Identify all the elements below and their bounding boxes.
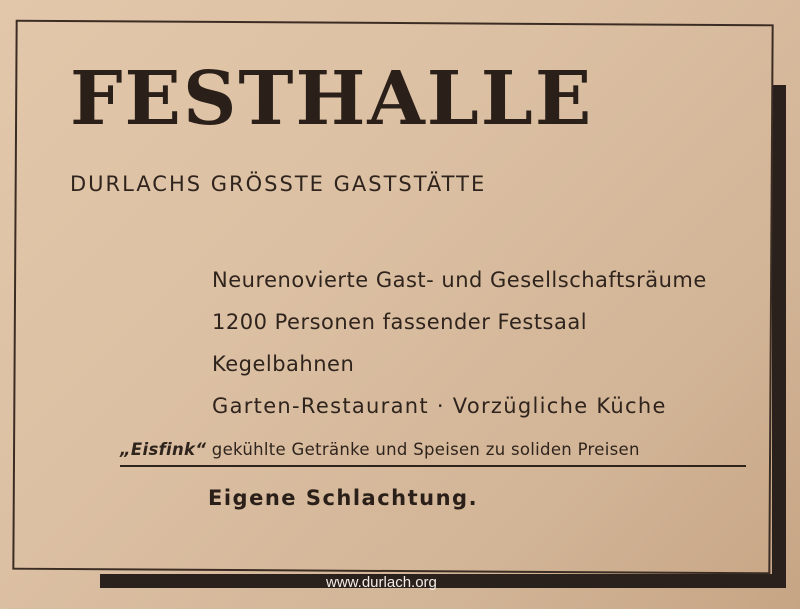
ad-subtitle: DURLACHS GRÖSSTE GASTSTÄTTE — [70, 172, 487, 196]
feature-kegelbahnen: Kegelbahnen — [212, 352, 355, 376]
eisfink-note — [120, 440, 746, 467]
own-slaughter-line: Eigene Schlachtung. — [208, 486, 479, 510]
frame-shadow-right — [772, 85, 786, 585]
feature-festsaal: 1200 Personen fassender Festsaal — [212, 310, 588, 334]
feature-rooms: Neurenovierte Gast- und Gesellschaftsräume — [212, 268, 707, 292]
watermark: www.durlach.org — [326, 574, 437, 591]
frame-shadow-bottom — [100, 574, 786, 588]
eisfink-note-text: gekühlte Getränke und Speisen zu soliden Preisen — [206, 440, 640, 459]
eisfink-brand: „Eisfink“ — [120, 440, 207, 459]
feature-garden-restaurant: Garten-Restaurant · Vorzügliche Küche — [212, 394, 667, 418]
ad-title: FESTHALLE — [70, 56, 594, 142]
